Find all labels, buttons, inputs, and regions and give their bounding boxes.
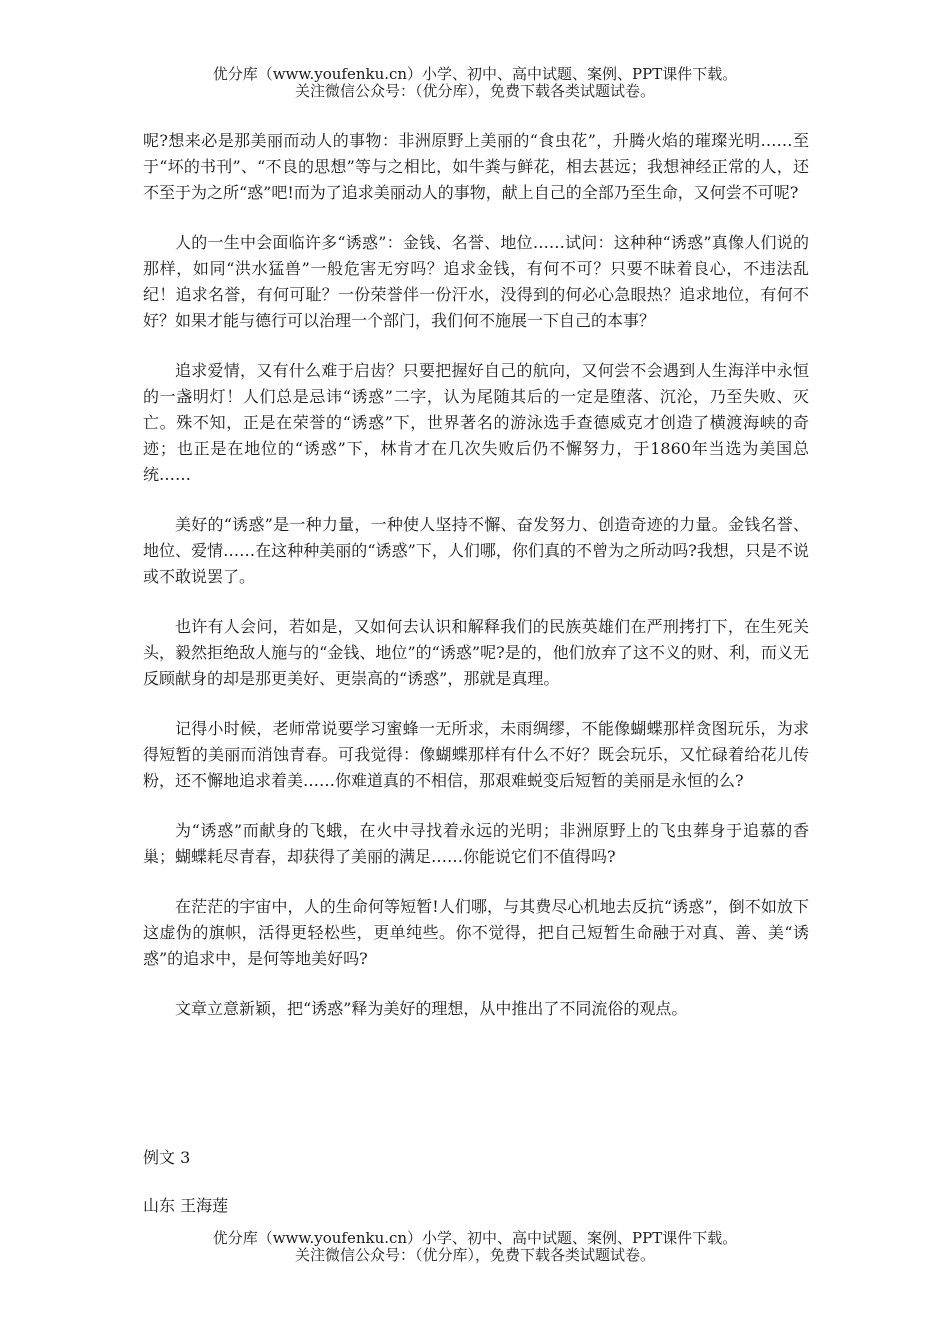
paragraph-4: 美好的“诱惑”是一种力量，一种使人坚持不懈、奋发努力、创造奇迹的力量。金钱名誉、地位、爱情……在这种种美丽的“诱惑”下，人们哪，你们真的不曾为之所动吗?我想，只是不说或不敢说罢了。: [143, 515, 809, 586]
example-title: 例文 3: [143, 1148, 191, 1167]
page-footer: [0, 1230, 950, 1264]
paragraph-1: 呢?想来必是那美丽而动人的事物：非洲原野上美丽的“食虫花”，升腾火焰的璀璨光明……至于“坏的书刊”、“不良的思想”等与之相比，如牛粪与鲜花，相去甚远；我想神经正常的人，还不至于为之所“惑”吧!而为了追求美丽动人的事物，献上自己的全部乃至生命，又何尝不可呢?: [143, 131, 809, 202]
paragraph-7: 为“诱惑”而献身的飞蛾，在火中寻找着永远的光明；非洲原野上的飞虫葬身于追慕的香巢；蝴蝶耗尽青春，却获得了美丽的满足……你能说它们不值得吗?: [143, 821, 809, 866]
author-line: 山东 王海莲: [143, 1196, 229, 1215]
paragraph-3: 追求爱情，又有什么难于启齿？只要把握好自己的航向，又何尝不会遇到人生海洋中永恒的一盏明灯！人们总是忌讳“诱惑”二字，认为尾随其后的一定是堕落、沉沦，乃至失败、灭亡。殊不知，正是在荣誉的“诱惑”下，世界著名的游泳选手查德威克才创造了横渡海峡的奇迹；也正是在地位的“诱惑”下，林肯才在几次失败后仍不懈努力，于1860年当选为美国总统……: [143, 361, 809, 484]
paragraph-8: 在茫茫的宇宙中，人的生命何等短暂!人们哪，与其费尽心机地去反抗“诱惑”，倒不如放下这虚伪的旗帜，活得更轻松些，更单纯些。你不觉得，把自己短暂生命融于对真、善、美“诱惑”的追求中，是何等地美好吗?: [143, 897, 809, 968]
paragraph-5: 也许有人会问，若如是，又如何去认识和解释我们的民族英雄们在严刑拷打下，在生死关头，毅然拒绝敌人施与的“金钱、地位”的“诱惑”呢?是的，他们放弃了这不义的财、利，而义无反顾献身的却是那更美好、更崇高的“诱惑”，那就是真理。: [143, 617, 809, 688]
paragraph-6: 记得小时候，老师常说要学习蜜蜂一无所求，未雨绸缪，不能像蝴蝶那样贪图玩乐，为求得短暂的美丽而消蚀青春。可我觉得：像蝴蝶那样有什么不好？既会玩乐，又忙碌着给花儿传粉，还不懈地追求着美……你难道真的不相信，那艰难蜕变后短暂的美丽是永恒的么?: [143, 719, 809, 790]
article-body: [143, 128, 809, 1046]
footer-line-1: 优分库（www.youfenku.cn）小学、初中、高中试题、案例、PPT课件下载。: [212, 1229, 738, 1247]
header-line-2: 关注微信公众号：（优分库），免费下载各类试题试卷。: [294, 82, 655, 100]
header-line-1: 优分库（www.youfenku.cn）小学、初中、高中试题、案例、PPT课件下载。: [212, 65, 738, 83]
page-header: [0, 66, 950, 100]
paragraph-2: 人的一生中会面临许多“诱惑”：金钱、名誉、地位……试问：这种种“诱惑”真像人们说的那样，如同“洪水猛兽”一般危害无穷吗？追求金钱，有何不可？只要不昧着良心，不违法乱纪！追求名誉，有何可耻？一份荣誉伴一份汗水，没得到的何必心急眼热？追求地位，有何不好？如果才能与德行可以治理一个部门，我们何不施展一下自己的本事？: [143, 233, 809, 330]
paragraph-9-comment: 文章立意新颖，把“诱惑”释为美好的理想，从中推出了不同流俗的观点。: [175, 999, 688, 1018]
footer-line-2: 关注微信公众号：（优分库），免费下载各类试题试卷。: [294, 1246, 655, 1264]
